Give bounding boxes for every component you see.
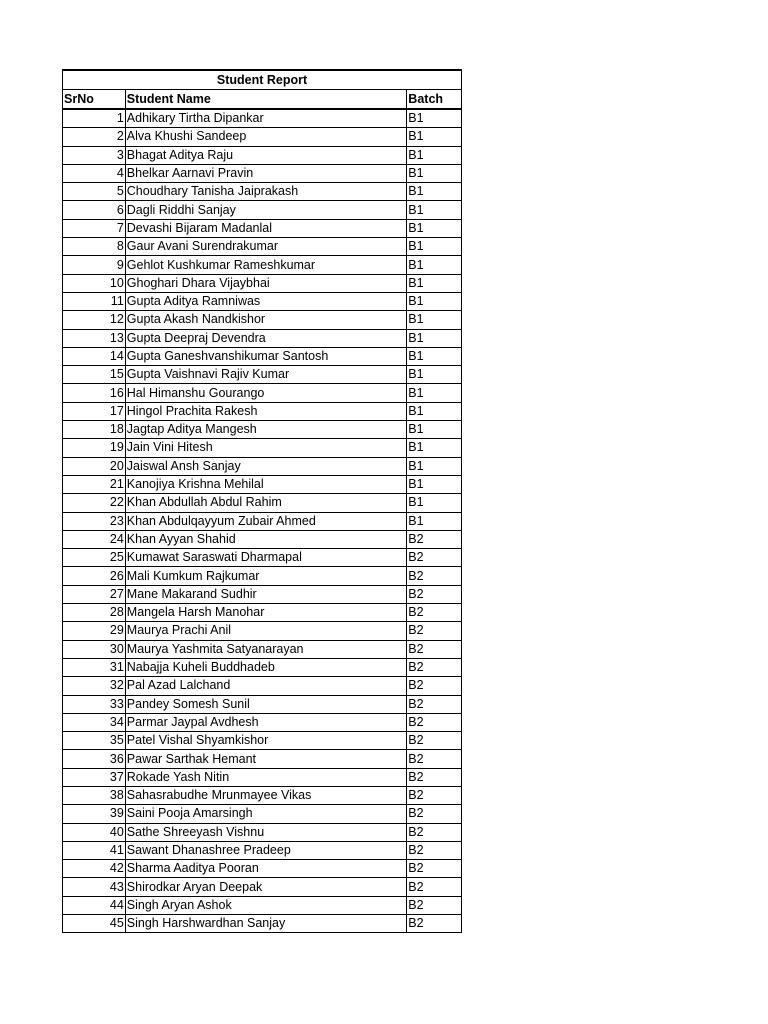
table-row [63,695,462,713]
batch-cell: B1 [407,128,462,146]
table-row [63,183,462,201]
student-name-cell: Saini Pooja Amarsingh [125,805,407,823]
batch-cell: B2 [407,622,462,640]
table-row [63,311,462,329]
srno-cell: 40 [63,823,126,841]
batch-cell: B2 [407,677,462,695]
student-name-cell: Kumawat Saraswati Dharmapal [125,549,407,567]
student-name-cell: Dagli Riddhi Sanjay [125,201,407,219]
batch-cell: B1 [407,219,462,237]
srno-cell: 31 [63,658,126,676]
srno-cell: 4 [63,164,126,182]
table-row [63,402,462,420]
student-name-cell: Rokade Yash Nitin [125,768,407,786]
batch-cell: B1 [407,512,462,530]
table-row [63,658,462,676]
table-row [63,530,462,548]
batch-cell: B2 [407,768,462,786]
table-row [63,201,462,219]
student-name-cell: Sahasrabudhe Mrunmayee Vikas [125,786,407,804]
student-name-cell: Nabajja Kuheli Buddhadeb [125,658,407,676]
header-student-name: Student Name [125,90,407,110]
batch-cell: B2 [407,604,462,622]
report-body [63,109,462,933]
batch-cell: B2 [407,841,462,859]
student-name-cell: Pal Azad Lalchand [125,677,407,695]
student-name-cell: Khan Abdulqayyum Zubair Ahmed [125,512,407,530]
srno-cell: 34 [63,713,126,731]
student-report-table [62,69,462,933]
batch-cell: B1 [407,201,462,219]
srno-cell: 24 [63,530,126,548]
table-row [63,494,462,512]
srno-cell: 39 [63,805,126,823]
table-row [63,878,462,896]
student-name-cell: Pandey Somesh Sunil [125,695,407,713]
batch-cell: B2 [407,713,462,731]
srno-cell: 26 [63,567,126,585]
srno-cell: 41 [63,841,126,859]
table-row [63,366,462,384]
srno-cell: 11 [63,292,126,310]
batch-cell: B2 [407,805,462,823]
batch-cell: B1 [407,384,462,402]
table-row [63,384,462,402]
table-row [63,896,462,914]
table-row [63,421,462,439]
header-srno: SrNo [63,90,126,110]
table-row [63,512,462,530]
table-row [63,823,462,841]
batch-cell: B1 [407,164,462,182]
student-name-cell: Ghoghari Dhara Vijaybhai [125,274,407,292]
student-name-cell: Sawant Dhanashree Pradeep [125,841,407,859]
srno-cell: 35 [63,732,126,750]
batch-cell: B2 [407,658,462,676]
table-row [63,274,462,292]
srno-cell: 10 [63,274,126,292]
batch-cell: B1 [407,421,462,439]
batch-cell: B2 [407,823,462,841]
student-name-cell: Jagtap Aditya Mangesh [125,421,407,439]
srno-cell: 20 [63,457,126,475]
table-row [63,915,462,933]
srno-cell: 7 [63,219,126,237]
student-name-cell: Gupta Ganeshvanshikumar Santosh [125,347,407,365]
srno-cell: 5 [63,183,126,201]
srno-cell: 42 [63,860,126,878]
student-name-cell: Gupta Vaishnavi Rajiv Kumar [125,366,407,384]
student-name-cell: Hal Himanshu Gourango [125,384,407,402]
table-row [63,841,462,859]
srno-cell: 19 [63,439,126,457]
table-row [63,164,462,182]
table-row [63,640,462,658]
batch-cell: B2 [407,640,462,658]
srno-cell: 33 [63,695,126,713]
batch-cell: B1 [407,366,462,384]
student-name-cell: Bhelkar Aarnavi Pravin [125,164,407,182]
batch-cell: B2 [407,896,462,914]
batch-cell: B1 [407,439,462,457]
srno-cell: 12 [63,311,126,329]
table-row [63,622,462,640]
batch-cell: B2 [407,549,462,567]
table-row [63,109,462,128]
table-row [63,347,462,365]
batch-cell: B1 [407,402,462,420]
student-name-cell: Mali Kumkum Rajkumar [125,567,407,585]
student-name-cell: Gupta Deepraj Devendra [125,329,407,347]
student-name-cell: Gupta Akash Nandkishor [125,311,407,329]
srno-cell: 1 [63,109,126,128]
batch-cell: B2 [407,567,462,585]
table-row [63,805,462,823]
student-name-cell: Hingol Prachita Rakesh [125,402,407,420]
batch-cell: B1 [407,457,462,475]
student-name-cell: Khan Ayyan Shahid [125,530,407,548]
student-name-cell: Adhikary Tirtha Dipankar [125,109,407,128]
srno-cell: 8 [63,238,126,256]
batch-cell: B2 [407,530,462,548]
srno-cell: 25 [63,549,126,567]
srno-cell: 16 [63,384,126,402]
srno-cell: 18 [63,421,126,439]
student-name-cell: Gaur Avani Surendrakumar [125,238,407,256]
srno-cell: 28 [63,604,126,622]
srno-cell: 27 [63,585,126,603]
student-name-cell: Sathe Shreeyash Vishnu [125,823,407,841]
student-name-cell: Pawar Sarthak Hemant [125,750,407,768]
batch-cell: B1 [407,494,462,512]
student-name-cell: Alva Khushi Sandeep [125,128,407,146]
batch-cell: B2 [407,695,462,713]
srno-cell: 43 [63,878,126,896]
srno-cell: 9 [63,256,126,274]
table-row [63,567,462,585]
srno-cell: 6 [63,201,126,219]
student-name-cell: Maurya Yashmita Satyanarayan [125,640,407,658]
srno-cell: 15 [63,366,126,384]
srno-cell: 3 [63,146,126,164]
batch-cell: B1 [407,292,462,310]
srno-cell: 23 [63,512,126,530]
batch-cell: B1 [407,109,462,128]
table-row [63,732,462,750]
student-name-cell: Singh Harshwardhan Sanjay [125,915,407,933]
student-name-cell: Gupta Aditya Ramniwas [125,292,407,310]
batch-cell: B2 [407,732,462,750]
srno-cell: 14 [63,347,126,365]
table-row [63,549,462,567]
batch-cell: B2 [407,585,462,603]
srno-cell: 36 [63,750,126,768]
student-name-cell: Devashi Bijaram Madanlal [125,219,407,237]
table-row [63,585,462,603]
student-name-cell: Mane Makarand Sudhir [125,585,407,603]
table-row [63,457,462,475]
batch-cell: B1 [407,347,462,365]
srno-cell: 45 [63,915,126,933]
student-name-cell: Gehlot Kushkumar Rameshkumar [125,256,407,274]
table-row [63,604,462,622]
table-row [63,768,462,786]
table-row [63,146,462,164]
srno-cell: 30 [63,640,126,658]
table-row [63,256,462,274]
srno-cell: 17 [63,402,126,420]
batch-cell: B1 [407,183,462,201]
report-title-row [63,70,462,90]
student-name-cell: Patel Vishal Shyamkishor [125,732,407,750]
header-row [63,90,462,110]
table-row [63,786,462,804]
batch-cell: B2 [407,750,462,768]
table-row [63,219,462,237]
student-name-cell: Choudhary Tanisha Jaiprakash [125,183,407,201]
batch-cell: B1 [407,146,462,164]
batch-cell: B1 [407,475,462,493]
table-row [63,238,462,256]
srno-cell: 13 [63,329,126,347]
student-name-cell: Jaiswal Ansh Sanjay [125,457,407,475]
batch-cell: B1 [407,256,462,274]
batch-cell: B1 [407,311,462,329]
header-batch: Batch [407,90,462,110]
student-name-cell: Khan Abdullah Abdul Rahim [125,494,407,512]
table-row [63,329,462,347]
table-row [63,475,462,493]
student-name-cell: Maurya Prachi Anil [125,622,407,640]
srno-cell: 38 [63,786,126,804]
student-name-cell: Kanojiya Krishna Mehilal [125,475,407,493]
batch-cell: B2 [407,915,462,933]
student-name-cell: Sharma Aaditya Pooran [125,860,407,878]
table-row [63,677,462,695]
batch-cell: B1 [407,329,462,347]
batch-cell: B1 [407,238,462,256]
srno-cell: 21 [63,475,126,493]
table-row [63,292,462,310]
report-title: Student Report [63,70,462,90]
table-row [63,713,462,731]
srno-cell: 22 [63,494,126,512]
batch-cell: B2 [407,878,462,896]
batch-cell: B1 [407,274,462,292]
srno-cell: 44 [63,896,126,914]
batch-cell: B2 [407,860,462,878]
srno-cell: 32 [63,677,126,695]
table-row [63,750,462,768]
table-row [63,860,462,878]
student-name-cell: Jain Vini Hitesh [125,439,407,457]
table-row [63,439,462,457]
srno-cell: 29 [63,622,126,640]
srno-cell: 37 [63,768,126,786]
student-name-cell: Mangela Harsh Manohar [125,604,407,622]
student-name-cell: Shirodkar Aryan Deepak [125,878,407,896]
srno-cell: 2 [63,128,126,146]
student-name-cell: Parmar Jaypal Avdhesh [125,713,407,731]
student-name-cell: Bhagat Aditya Raju [125,146,407,164]
table-row [63,128,462,146]
student-name-cell: Singh Aryan Ashok [125,896,407,914]
batch-cell: B2 [407,786,462,804]
